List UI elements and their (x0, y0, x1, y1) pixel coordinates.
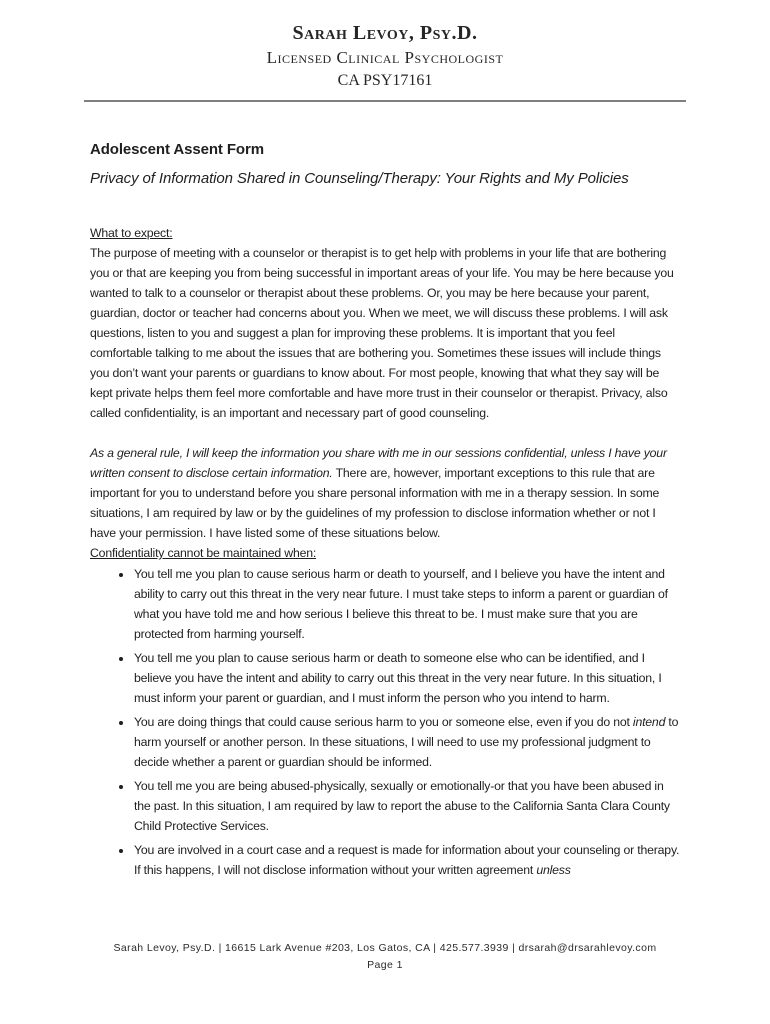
text-segment: You tell me you plan to cause serious harm or death to someone else who can be identified, and I believe you have the intent and ability to carry out this threat in the very near future. In this situation, I must inform your parent or guardian, and I must inform the person who you intend to harm. (134, 651, 662, 705)
confidentiality-bullet-list (90, 564, 680, 880)
text-segment: You are involved in a court case and a request is made for information about your counseling or therapy. If this happens, I will not disclose information without your written agreement (134, 843, 680, 877)
bullet-item (133, 712, 680, 772)
form-subtitle: Privacy of Information Shared in Counseling/Therapy: Your Rights and My Policies (90, 170, 629, 187)
text-segment: You tell me you plan to cause serious harm or death to yourself, and I believe you have the intent and ability to carry out this threat in the very near future. I must take steps to inform a parent or guardian of what you have told me and how serious I believe this threat to be. I must make sure that you are protected from harming yourself. (134, 567, 668, 641)
practitioner-title: Licensed Clinical Psychologist (266, 48, 504, 67)
footer-contact: Sarah Levoy, Psy.D. | 16615 Lark Avenue #203, Los Gatos, CA | 425.577.3939 | drsarah@drsarahlevoy.com (113, 942, 657, 954)
emphasized-text: As a general rule, I will keep the information you share with me in our sessions confidential, unless I have your written consent to disclose certain information. (90, 446, 667, 480)
general-rule-paragraph (90, 443, 680, 543)
bullet-item (133, 564, 680, 644)
license-number: CA PSY17161 (337, 72, 433, 89)
text-segment: There are, however, important exceptions to this rule that are important for you to understand before you share personal information with me in a therapy session. In some situations, I am required by law or by the guidelines of my profession to disclose information whether or not I have your permission. I have listed some of these situations below. (90, 466, 660, 540)
header-divider (84, 100, 686, 102)
what-to-expect-block (90, 223, 680, 423)
text-segment: You are doing things that could cause serious harm to you or someone else, even if you do not (134, 715, 633, 729)
footer-page-number: Page 1 (367, 959, 403, 971)
emphasized-text: unless (536, 863, 571, 877)
page-footer (0, 940, 770, 974)
bullet-item (133, 776, 680, 836)
section-heading-what-to-expect: What to expect: (90, 226, 173, 240)
bullet-item (133, 648, 680, 708)
document-body (90, 140, 680, 880)
section-heading-confidentiality: Confidentiality cannot be maintained when: (90, 546, 317, 560)
emphasized-text: intend (632, 715, 666, 729)
bullet-item (133, 840, 680, 880)
section-heading-confidentiality-block (90, 543, 680, 563)
form-title: Adolescent Assent Form (90, 141, 264, 158)
text-segment: to harm yourself or another person. In these situations, I will need to use my professional judgment to decide whether a parent or guardian should be informed. (134, 715, 679, 769)
letterhead (0, 0, 770, 92)
what-to-expect-paragraph: The purpose of meeting with a counselor or therapist is to get help with problems in your life that are bothering you or that are keeping you from being successful in important areas of your life. You may be here because you wanted to talk to a counselor or therapist about these problems. Or, you may be here because your parent, guardian, doctor or teacher had concerns about you. When we meet, we will discuss these problems. I will ask questions, listen to you and suggest a plan for improving these problems. It is important that you feel comfortable talking to me about the issues that are bothering you. Sometimes these issues will include things you don’t want your parents or guardians to know about. For most people, knowing that what they say will be kept private helps them feel more comfortable and have more trust in their counselor or therapist. Privacy, also called confidentiality, is an important and necessary part of good counseling. (90, 246, 674, 420)
text-segment: You tell me you are being abused-physically, sexually or emotionally-or that you have been abused in the past. In this situation, I am required by law to report the abuse to the California Santa Clara County Child Protective Services. (134, 779, 670, 833)
practitioner-name: Sarah Levoy, Psy.D. (292, 22, 478, 44)
